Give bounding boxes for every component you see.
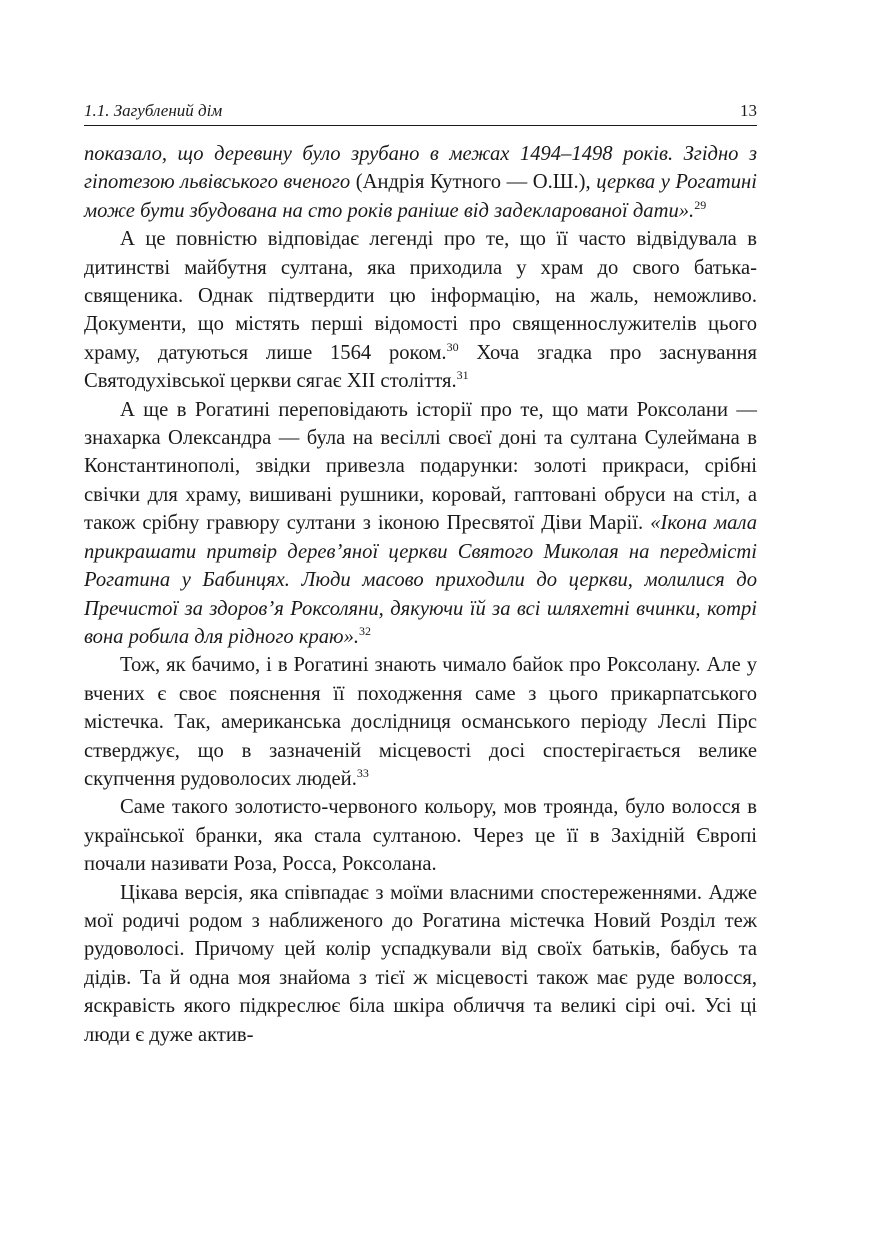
text-segment: А це повністю відповідає легенді про те, що її часто відвідувала в дитинстві майбутня султана, яка приходила у храм до свого батька-священика. Однак підтвердити цю інформацію, на жаль, неможливо. Документи, що містять перші відомості про священнослужителів цього храму, датуються лише 1564 роком. xyxy=(84,228,757,364)
page-number: 13 xyxy=(740,101,757,120)
footnote-ref: 31 xyxy=(456,368,469,383)
text-segment: Тож, як бачимо, і в Рогатині знають чимало байок про Роксолану. Але у вчених є своє пояснення її походження саме з цього прикарпатського містечка. Так, американська дослідниця османського періоду Леслі Пірс стверджує, що в зазначеній місцевості досі спостерігається велике скупчення рудоволосих людей. xyxy=(84,654,757,790)
chapter-title: 1.1. Загублений дім xyxy=(84,101,223,120)
paragraph xyxy=(84,793,757,878)
text-segment: «Ікона мала прикрашати притвір дерев’яної церкви Святого Миколая на передмісті Рогатина у Бабинцях. Люди масово приходили до церкви, молилися до Пречистої за здоров’я Роксоляни, дякуючи їй за всі шляхетні вчинки, котрі вона робила для рідного краю». xyxy=(84,512,757,648)
text-segment: церква у Рогатині може бути збудована на сто років раніше від задекларованої дати». xyxy=(84,171,757,222)
text-segment: Хоча згадка про заснування Святодухівської церкви сягає XII століття. xyxy=(84,341,758,393)
book-page xyxy=(84,100,757,1049)
paragraph xyxy=(84,651,757,793)
paragraph xyxy=(84,879,757,1049)
footnote-ref: 29 xyxy=(694,197,707,212)
paragraph xyxy=(84,225,757,395)
footnote-ref: 33 xyxy=(356,765,369,780)
paragraph xyxy=(84,396,757,652)
running-header xyxy=(84,100,757,126)
text-segment: Цікава версія, яка співпадає з моїми власними спостереженнями. Адже мої родичі родом з наближеного до Рогатина містечка Новий Розділ теж рудоволосі. Причому цей колір успадкували від своїх батьків, бабусь та дідів. Та й одна моя знайома з тієї ж місцевості також має руде волосся, яскравість якого підкреслює біла шкіра обличчя та великі сірі очі. Усі ці люди є дуже актив- xyxy=(84,881,757,1046)
text-segment: (Андрія Кутного — О.Ш.), xyxy=(355,171,597,194)
body-text xyxy=(84,140,757,1049)
footnote-ref: 32 xyxy=(359,623,372,638)
footnote-ref: 30 xyxy=(446,339,459,354)
paragraph xyxy=(84,140,757,225)
text-segment: Саме такого золотисто-червоного кольору, мов троянда, було волосся в української бранки, яка стала султаною. Через це її в Західній Європі почали називати Роза, Росса, Роксолана. xyxy=(84,796,757,876)
text-segment: А ще в Рогатині переповідають історії про те, що мати Роксолани — знахарка Олександра — була на весіллі своєї доні та султана Сулеймана в Константинополі, звідки привезла подарунки: золоті прикраси, срібні свічки для храму, вишивані рушники, коровай, гаптовані обруси на стіл, а також срібну гравюру султани з іконою Пресвятої Діви Марії. xyxy=(84,398,757,535)
text-segment: показало, що деревину було зрубано в межах 1494–1498 років. Згідно з гіпотезою львівського вченого xyxy=(84,143,757,194)
